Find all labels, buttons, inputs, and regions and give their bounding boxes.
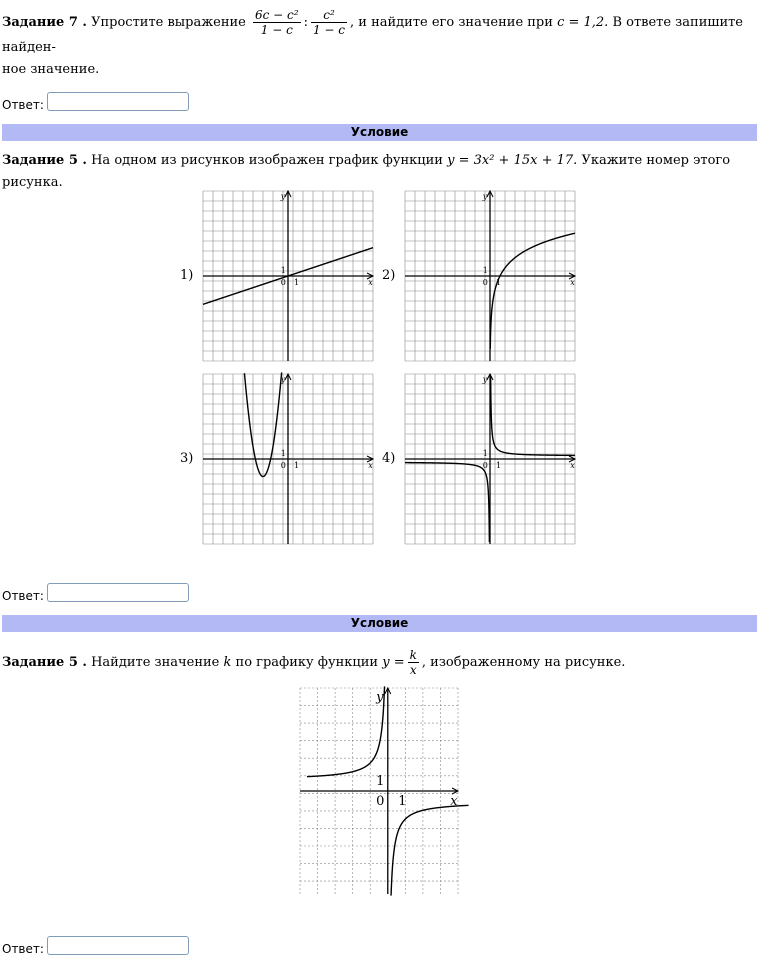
frac1-numerator: 6c − c² [255, 8, 299, 22]
task5b-fraction [408, 648, 419, 677]
x-tick-1-label: 1 [398, 794, 407, 809]
answer-input-2[interactable] [47, 583, 189, 602]
task5b-text3: , изображенному на рисунке. [421, 655, 626, 670]
task7-fraction-1 [253, 8, 301, 37]
y-tick-1-label: 1 [280, 449, 286, 459]
y-tick-1-label: 1 [482, 449, 488, 459]
y-axis-label: y [280, 375, 286, 384]
option-label-1: 1) [180, 268, 194, 283]
y-axis-label: y [482, 192, 488, 201]
answer-input-1[interactable] [47, 92, 189, 111]
frac2-denominator: 1 − c [312, 23, 346, 37]
task5a-text2: Укажите номер этого рисунка. [2, 153, 731, 190]
x-axis-label: x [368, 461, 373, 470]
graph-option-3[interactable] [203, 374, 373, 544]
task5b-text2: по графику функции [235, 655, 379, 670]
condition-bar-2[interactable]: Условие [2, 615, 757, 632]
origin-label: 0 [482, 461, 488, 470]
origin-label: 0 [280, 461, 286, 470]
condition-bar-1[interactable]: Условие [2, 124, 757, 141]
x-tick-1-label: 1 [294, 461, 300, 470]
graph-option-1[interactable] [203, 191, 373, 361]
task5b-text [2, 648, 760, 677]
graph-hyperbola[interactable] [300, 688, 458, 894]
task7-text3: В ответе запишите найден- [2, 15, 743, 55]
graph-option-4[interactable] [405, 374, 575, 544]
task5b-k: k [223, 655, 232, 670]
option-label-2: 2) [382, 268, 396, 283]
answer-label-3: Ответ: [2, 942, 44, 956]
task7-text [2, 8, 760, 81]
function-curve [307, 686, 384, 776]
y-tick-1-label: 1 [376, 774, 385, 790]
answer-row-2 [2, 589, 44, 603]
function-curve [491, 376, 575, 456]
task7-text2: , и найдите его значение при [350, 15, 553, 30]
x-axis-label: x [450, 794, 458, 809]
task7-label: Задание 7 . [2, 15, 87, 30]
answer-label-1: Ответ: [2, 98, 44, 112]
task7-colon: : [303, 15, 308, 30]
answer-input-3[interactable] [47, 936, 189, 955]
y-axis-label: y [482, 375, 488, 384]
x-tick-1-label: 1 [496, 461, 502, 470]
y-tick-1-label: 1 [482, 266, 488, 276]
frac1-denominator: 1 − c [260, 23, 293, 37]
x-tick-1-label: 1 [496, 278, 502, 287]
task5b-text1: Найдите значение [91, 655, 220, 670]
task5a-text1: На одном из рисунков изображен график функции [91, 153, 443, 168]
answer-row-1 [2, 98, 44, 112]
y-tick-1-label: 1 [280, 266, 286, 276]
task5a-label: Задание 5 . [2, 153, 87, 168]
frac2-numerator: c² [311, 8, 347, 23]
origin-label: 0 [376, 794, 385, 809]
task5b-label: Задание 5 . [2, 655, 87, 670]
origin-label: 0 [482, 278, 488, 287]
answer-label-2: Ответ: [2, 589, 44, 603]
task7-text4: ное значение. [2, 62, 100, 77]
task5b-frac-num: k [409, 648, 417, 662]
x-tick-1-label: 1 [294, 278, 300, 287]
x-axis-label: x [570, 278, 575, 287]
task5a-text [2, 150, 760, 194]
x-axis-label: x [368, 278, 373, 287]
graph-option-2[interactable] [405, 191, 575, 361]
task5b-y-eq: y = [382, 655, 405, 670]
y-axis-label: y [376, 690, 384, 705]
task7-text1: Упростите выражение [91, 15, 246, 30]
task7-fraction-2 [311, 8, 347, 37]
option-label-3: 3) [180, 451, 194, 466]
task5a-formula: y = 3x² + 15x + 17. [447, 153, 578, 168]
function-curve [391, 805, 468, 895]
task7-condition: c = 1,2. [557, 15, 609, 30]
function-curve [405, 463, 489, 543]
y-axis-label: y [280, 192, 286, 201]
origin-label: 0 [280, 278, 286, 287]
x-axis-label: x [570, 461, 575, 470]
option-label-4: 4) [382, 451, 396, 466]
task5b-frac-den: x [409, 663, 417, 677]
